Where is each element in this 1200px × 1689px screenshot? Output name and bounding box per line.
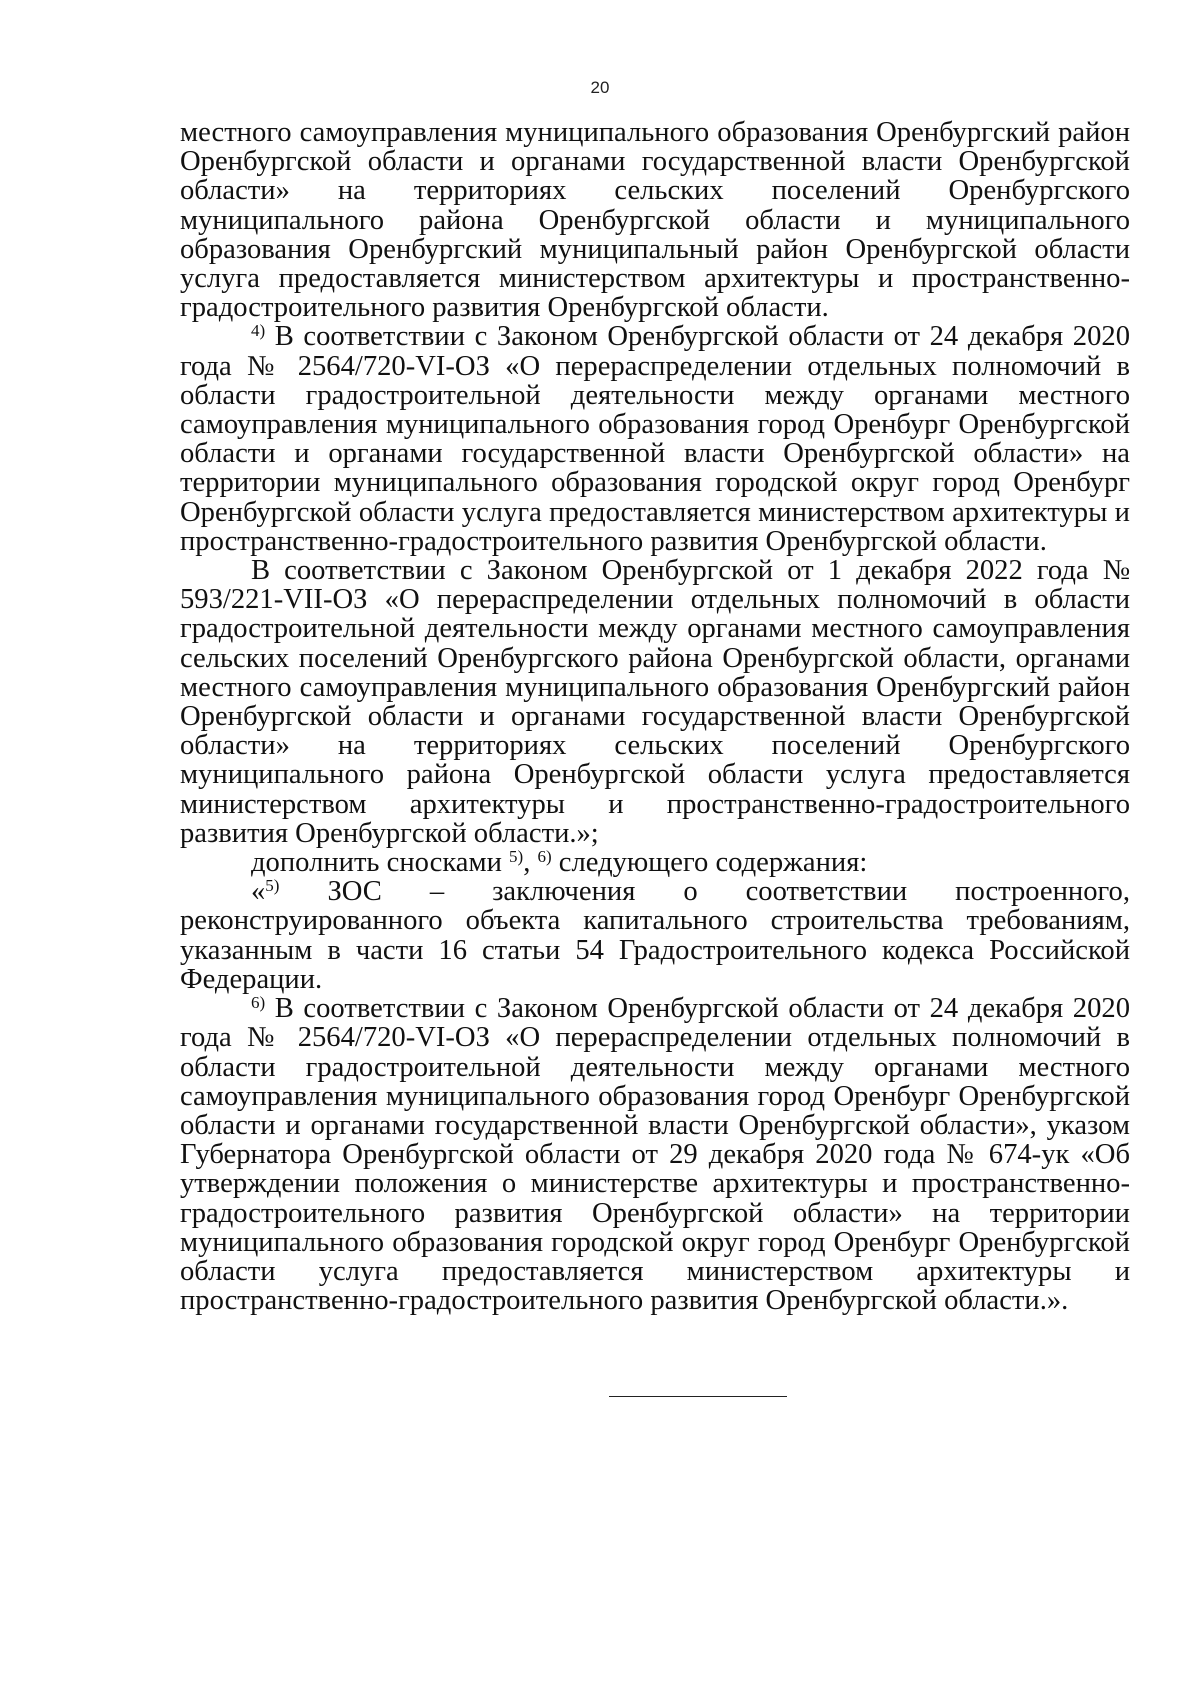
footnote-5-paragraph (180, 877, 1130, 994)
add-footnotes-text-a: дополнить сносками (251, 847, 510, 879)
footnote-marker-6: 6) (251, 993, 266, 1013)
page-number: 20 (590, 78, 610, 97)
law-593-paragraph: В соответствии с Законом Оренбургской от 1 декабря 2022 года № 593/221-VII-ОЗ «О перераспределении отдельных полномочий в области градостроительной деятельности между органами местного самоуправления сельских поселений Оренбургского района Оренбургской области, органами местного самоуправления муниципального образования Оренбургский район Оренбургской области и органами государственной власти Оренбургской области» на территориях сельских поселений Оренбургского муниципального района Оренбургской области услуга предоставляется министерством архитектуры и пространственно-градостроительного развития Оренбургской области.»; (180, 555, 1130, 849)
footnote-6-text: В соответствии с Законом Оренбургской области от 24 декабря 2020 года № 2564/720-VI-ОЗ «О перераспределении отдельных полномочий в области градостроительной деятельности между органами местного самоуправления муниципального образования город Оренбург Оренбургской области и органами государственной власти Оренбургской области», указом Губернатора Оренбургской области от 29 декабря 2020 года № 674-ук «Об утверждении положения о министерстве архитектуры и пространственно-градостроительного развития Оренбургской области» на территории муниципального образования городской округ город Оренбург Оренбургской области услуга предоставляется министерством архитектуры и пространственно-градостроительного развития Оренбургской области.». (180, 993, 1130, 1317)
add-footnotes-text-b: следующего содержания: (551, 847, 868, 879)
footnote-marker-5: 5) (265, 876, 280, 896)
footnote-marker-5-ref: 5) (509, 847, 524, 867)
footnote-5-open-quote: « (251, 876, 266, 908)
closing-divider-line (609, 1396, 787, 1397)
add-footnotes-comma: , (523, 847, 538, 879)
paragraph-continuation: местного самоуправления муниципального образования Оренбургский район Оренбургской области и органами государственной власти Оренбургской области» на территориях сельских поселений Оренбургского муниципального района Оренбургской области и муниципального образования Оренбургский муниципальный район Оренбургской области услуга предоставляется министерством архитектуры и пространственно-градостроительного развития Оренбургской области. (180, 117, 1130, 324)
footnote-marker-6-ref: 6) (537, 847, 552, 867)
add-footnotes-paragraph (180, 848, 1130, 877)
document-body (180, 118, 1130, 1315)
footnote-4-paragraph (180, 322, 1130, 556)
footnote-5-text: ЗОС – заключения о соответствии построенного, реконструированного объекта капитального строительства требованиям, указанным в части 16 статьи 54 Градостроительного кодекса Российской Федерации. (180, 876, 1130, 995)
footnote-marker-4: 4) (251, 321, 266, 341)
footnote-6-paragraph (180, 994, 1130, 1315)
footnote-4-text: В соответствии с Законом Оренбургской области от 24 декабря 2020 года № 2564/720-VI-ОЗ «О перераспределении отдельных полномочий в области градостроительной деятельности между органами местного самоуправления муниципального образования город Оренбург Оренбургской области и органами государственной власти Оренбургской области» на территории муниципального образования городской округ город Оренбург Оренбургской области услуга предоставляется министерством архитектуры и пространственно-градостроительного развития Оренбургской области. (180, 321, 1130, 557)
